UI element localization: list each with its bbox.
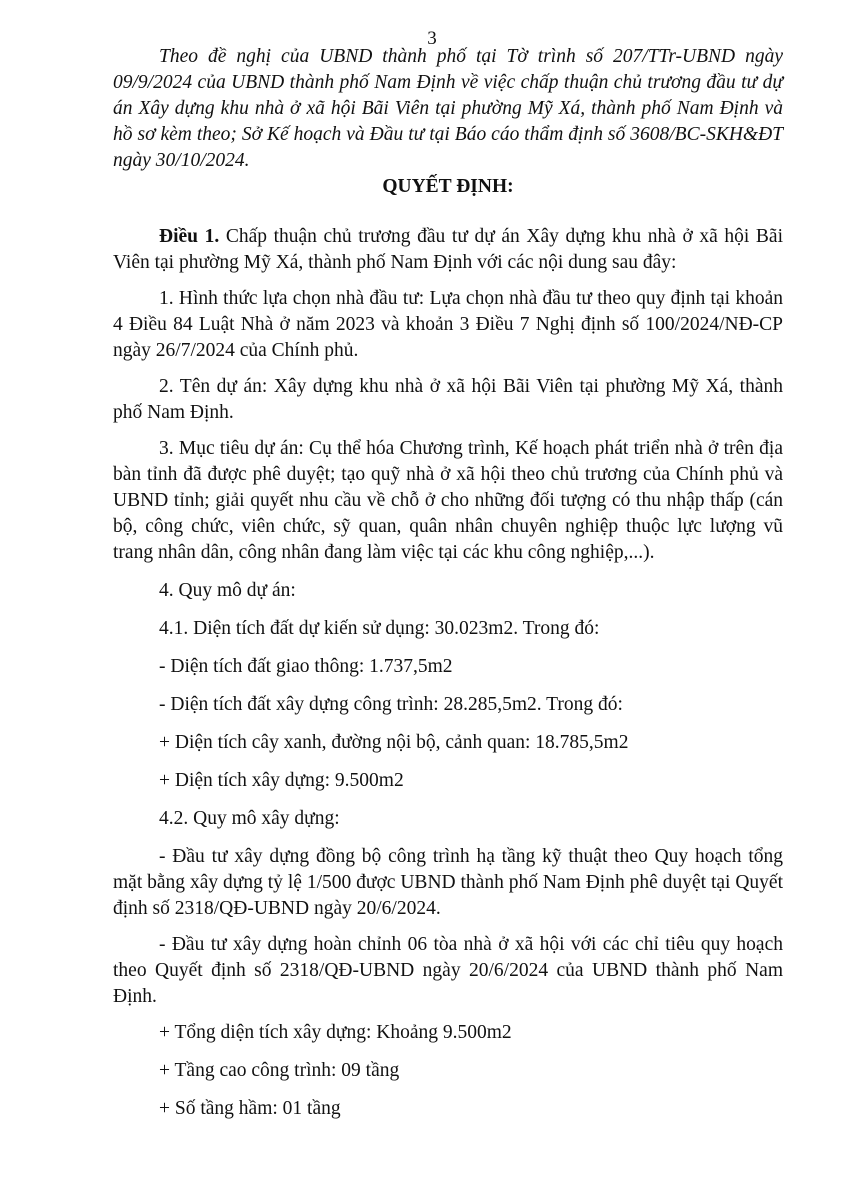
- item-4-2-b: - Đầu tư xây dựng hoàn chỉnh 06 tòa nhà ở xã hội với các chỉ tiêu quy hoạch theo Quyết định số 2318/QĐ-UBND ngày 20/6/2024 của UBND thành phố Nam Định.: [113, 934, 783, 1007]
- item-4-paragraph: 4. Quy mô dự án:: [159, 580, 296, 601]
- decision-heading: QUYẾT ĐỊNH:: [382, 176, 514, 197]
- intro-paragraph: Theo đề nghị của UBND thành phố tại Tờ trình số 207/TTr-UBND ngày 09/9/2024 của UBND thành phố Nam Định về việc chấp thuận chủ trương đầu tư dự án Xây dựng khu nhà ở xã hội Bãi Viên tại phường Mỹ Xá, thành phố Nam Định và hồ sơ kèm theo; Sở Kế hoạch và Đầu tư tại Báo cáo thẩm định số 3608/BC-SKH&ĐT ngày 30/10/2024.: [113, 46, 783, 171]
- document-body: [113, 44, 783, 1122]
- item-1-paragraph: 1. Hình thức lựa chọn nhà đầu tư: Lựa chọn nhà đầu tư theo quy định tại khoản 4 Điều 84 Luật Nhà ở năm 2023 và khoản 3 Điều 7 Nghị định số 100/2024/NĐ-CP ngày 26/7/2024 của Chính phủ.: [113, 288, 783, 361]
- item-2-paragraph: 2. Tên dự án: Xây dựng khu nhà ở xã hội Bãi Viên tại phường Mỹ Xá, thành phố Nam Định.: [113, 376, 783, 423]
- item-4-1-paragraph: 4.1. Diện tích đất dự kiến sử dụng: 30.023m2. Trong đó:: [159, 618, 600, 639]
- article-1-paragraph: [113, 224, 783, 276]
- article-1-label: Điều 1.: [159, 226, 220, 247]
- item-4-1-b: - Diện tích đất xây dựng công trình: 28.285,5m2. Trong đó:: [159, 694, 623, 715]
- item-4-1-d: + Diện tích xây dựng: 9.500m2: [159, 770, 404, 791]
- page-number: 3: [427, 28, 437, 49]
- article-1-text: Chấp thuận chủ trương đầu tư dự án Xây dựng khu nhà ở xã hội Bãi Viên tại phường Mỹ Xá, thành phố Nam Định với các nội dung sau đây:: [113, 226, 783, 273]
- item-3-paragraph: 3. Mục tiêu dự án: Cụ thể hóa Chương trình, Kế hoạch phát triển nhà ở trên địa bàn tỉnh đã được phê duyệt; tạo quỹ nhà ở xã hội theo chủ trương của Chính phủ và UBND tỉnh; giải quyết nhu cầu về chỗ ở cho những đối tượng có thu nhập thấp (cán bộ, công chức, viên chức, sỹ quan, quân nhân chuyên nghiệp thuộc lực lượng vũ trang nhân dân, công nhân đang làm việc tại các khu công nghiệp,...).: [113, 438, 783, 563]
- item-4-2-c: + Tổng diện tích xây dựng: Khoảng 9.500m2: [159, 1022, 512, 1043]
- item-4-2-a: - Đầu tư xây dựng đồng bộ công trình hạ tầng kỹ thuật theo Quy hoạch tổng mặt bằng xây dựng tỷ lệ 1/500 được UBND thành phố Nam Định phê duyệt tại Quyết định số 2318/QĐ-UBND ngày 20/6/2024.: [113, 846, 783, 919]
- item-4-2-e: + Số tầng hầm: 01 tầng: [159, 1098, 341, 1119]
- item-4-2-d: + Tầng cao công trình: 09 tầng: [159, 1060, 400, 1081]
- item-4-1-a: - Diện tích đất giao thông: 1.737,5m2: [159, 656, 453, 677]
- item-4-1-c: + Diện tích cây xanh, đường nội bộ, cảnh quan: 18.785,5m2: [159, 732, 629, 753]
- item-4-2-paragraph: 4.2. Quy mô xây dựng:: [159, 808, 340, 829]
